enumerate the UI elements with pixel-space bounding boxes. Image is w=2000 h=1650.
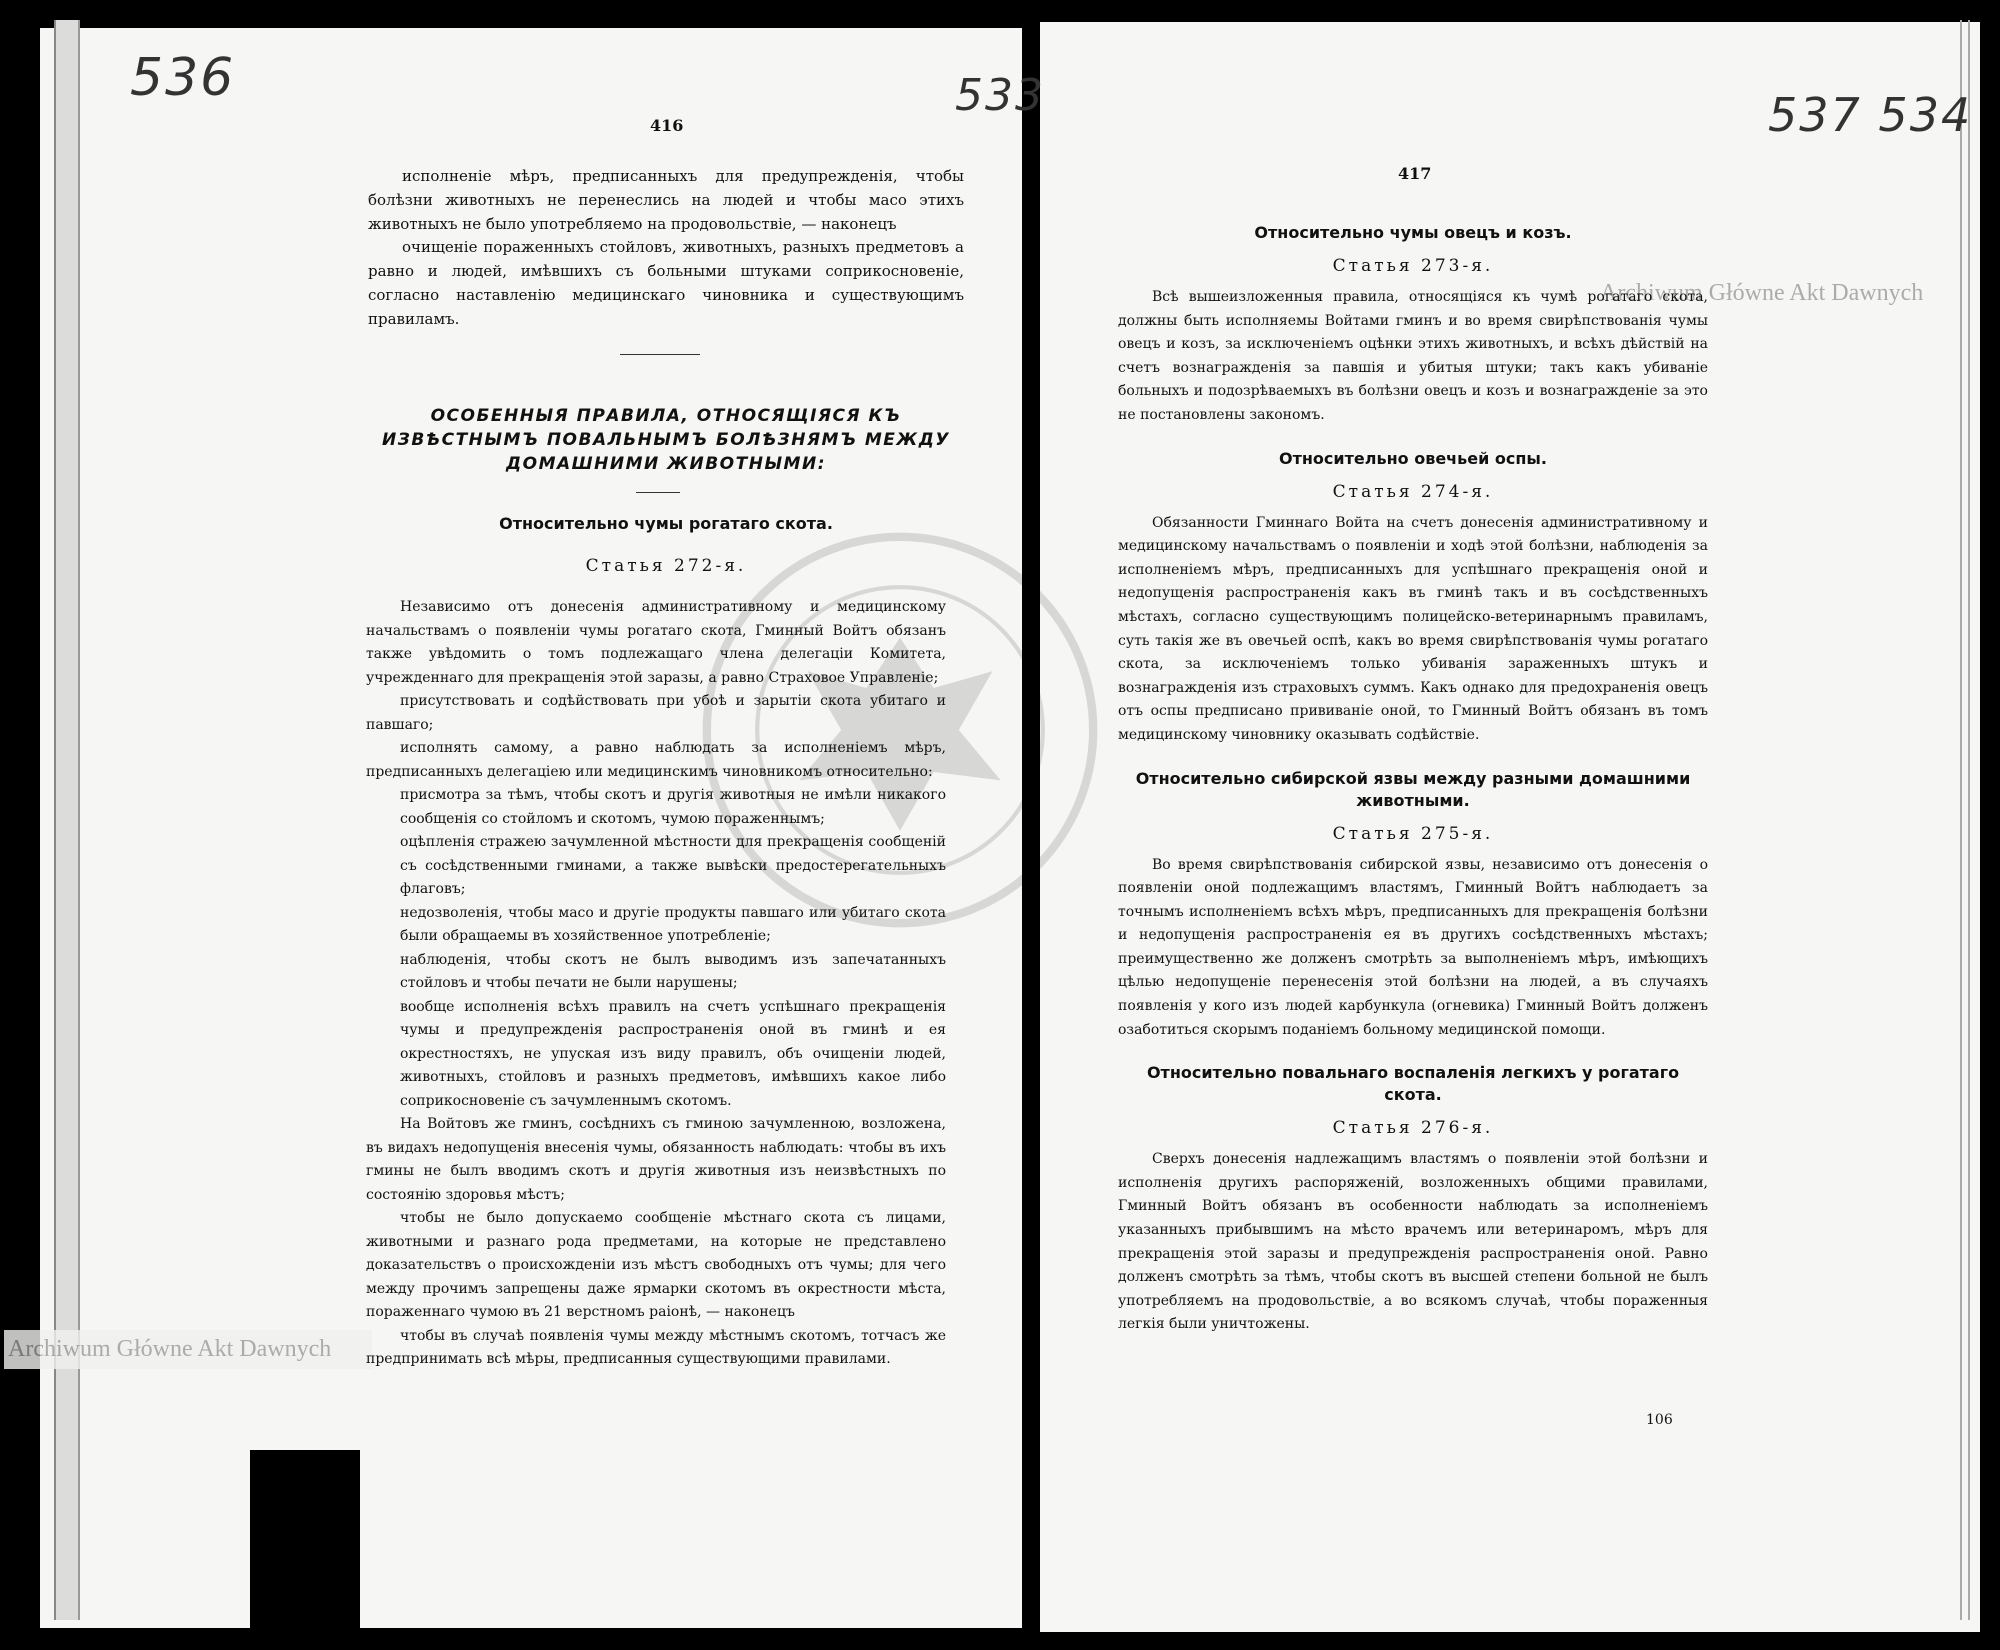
pencil-shadow xyxy=(250,1450,360,1650)
paragraph: Всѣ вышеизложенныя правила, относящіяся къ чумѣ рогатаго скота, должны быть исполняемы Войтами гминъ и во время свирѣпствованія чумы овецъ и козъ, за исключеніемъ оцѣнки этихъ животныхъ, и всѣхъ дѣйствій на счетъ вознагражденія за павшія и убитыя штуки; такъ какъ убиваніе больныхъ и подозрѣваемыхъ въ болѣзни овецъ и козъ и вознагражденіе за это не постановлены закономъ. xyxy=(1118,289,1708,423)
page-stack-line xyxy=(1968,20,1970,1620)
handwritten-folio-middle: 533 xyxy=(955,70,1045,121)
article-number: Статья 276-я. xyxy=(1332,1118,1494,1139)
paragraph: оцѣпленія стражею зачумленной мѣстности для прекращенія сообщеній съ сосѣдственными гминами, а также вывѣски предостерегательныхъ флаговъ; xyxy=(400,834,946,897)
article-number: Статья 275-я. xyxy=(1332,823,1494,844)
left-intro-text xyxy=(368,165,964,332)
section-heading: Относительно повальнаго воспаленія легкихъ у рогатаго скота. xyxy=(1146,1063,1680,1105)
paragraph: исполнять самому, а равно наблюдать за исполненіемъ мѣръ, предписанныхъ делегаціею или медицинскимъ чиновникомъ относительно: xyxy=(366,740,946,780)
paragraph: чтобы въ случаѣ появленія чумы между мѣстнымъ скотомъ, тотчасъ же предпринимать всѣ мѣры, предписанныя существующими правилами. xyxy=(366,1327,946,1367)
right-page-body xyxy=(1118,222,1708,1357)
paragraph: Обязанности Гминнаго Войта на счетъ донесенія административному и медицинскому начальствамъ о появленіи и ходѣ этой болѣзни, наблюденія за исполненіемъ мѣръ, предписанныхъ для успѣшнаго прекращенія оной и недопущенія распространенія какъ въ гминѣ такъ и въ сосѣдственныхъ мѣстахъ, согласно существующимъ полицейско-ветеринарнымъ правиламъ, суть такія же въ овечьей оспѣ, какъ во время свирѣпствованія чумы рогатаго скота, за исключеніемъ только убиванія зараженныхъ штукъ и вознагражденія изъ страховыхъ суммъ. Какъ однако для предохраненія овецъ отъ оспы предписано прививаніе оной, то Гминный Войтъ обязанъ въ томъ медицинскому чиновнику оказывать содѣйствіе. xyxy=(1118,514,1708,743)
page-stack-edge xyxy=(54,20,80,1620)
article-272-body xyxy=(366,596,946,1372)
archive-watermark-top: Archiwum Główne Akt Dawnych xyxy=(1600,280,1924,306)
section-heading: Относительно чумы овецъ и козъ. xyxy=(1254,223,1572,242)
signature-mark: 106 xyxy=(1646,1412,1673,1428)
paragraph: чтобы не было допускаемо сообщеніе мѣстнаго скота съ лицами, животными и разнаго рода предметами, на которые не представлено доказательствъ о происхожденіи изъ мѣстъ свободныхъ отъ чумы; для чего между прочимъ запрещены даже ярмарки скотомъ въ окрестности мѣста, пораженнаго чумою въ 21 верстномъ раіонѣ, — наконецъ xyxy=(366,1210,946,1320)
paragraph: исполненіе мѣръ, предписанныхъ для предупрежденія, чтобы болѣзни животныхъ не перенеслись на людей и чтобы масо этихъ животныхъ не было употребляемо на продовольствіе, — наконецъ xyxy=(368,167,964,233)
page-number-right: 417 xyxy=(1398,164,1432,183)
handwritten-folio-right: 537 534 xyxy=(1768,88,1973,142)
page-number-left: 416 xyxy=(650,116,684,135)
paragraph: очищеніе пораженныхъ стойловъ, животныхъ, разныхъ предметовъ а равно и людей, имѣвшихъ съ больными штуками соприкосновеніе, согласно наставленію медицинскаго чиновника и существующимъ правиламъ. xyxy=(368,238,964,328)
paragraph: недозволенія, чтобы масо и другіе продукты павшаго или убитаго скота были обращаемы въ хозяйственное употребленіе; xyxy=(400,904,946,944)
separator-rule xyxy=(620,354,700,355)
section-heading: Относительно сибирской язвы между разными домашними животными. xyxy=(1135,768,1691,810)
paragraph: Независимо отъ донесенія административному и медицинскому начальствамъ о появленіи чумы рогатаго скота, Гминный Войтъ обязанъ также увѣдомить о томъ подлежащаго члена делегаціи Комитета, учрежденнаго для прекращенія этой заразы, а равно Страховое Управленіе; xyxy=(366,599,946,686)
article-number: Статья 273-я. xyxy=(1332,256,1494,276)
section-heading: Относительно овечьей оспы. xyxy=(1279,448,1547,468)
paragraph: присутствовать и содѣйствовать при убоѣ и зарытіи скота убитаго и павшаго; xyxy=(366,693,946,733)
paragraph: присмотра за тѣмъ, чтобы скотъ и другія животныя не имѣли никакого сообщенія со стойломъ и скотомъ, чумою пораженнымъ; xyxy=(400,787,946,827)
paragraph: На Войтовъ же гминъ, сосѣднихъ съ гминою зачумленною, возложена, въ видахъ недопущенія внесенія чумы, обязанность наблюдать: чтобы въ ихъ гмины не былъ вводимъ скотъ и другія животныя изъ неизвѣстныхъ по состоянію здоровья мѣстъ; xyxy=(366,1116,946,1203)
archive-watermark-bottom: Archiwum Główne Akt Dawnych xyxy=(4,1330,372,1369)
separator-rule xyxy=(636,492,680,493)
section-heading: ОСОБЕННЫЯ ПРАВИЛА, ОТНОСЯЩІЯСЯ КЪ ИЗВѢСТНЫМЪ ПОВАЛЬНЫМЪ БОЛѢЗНЯМЪ МЕЖДУ ДОМАШНИМИ ЖИВОТНЫМИ: xyxy=(382,406,950,474)
subheading-cattle-plague: Относительно чумы рогатаго скота. xyxy=(499,514,833,533)
paragraph: вообще исполненія всѣхъ правилъ на счетъ успѣшнаго прекращенія чумы и предупрежденія распространенія оной въ гминѣ и ея окрестностяхъ, не упуская изъ виду правилъ, объ очищеніи людей, животныхъ, стойловъ и разныхъ предметовъ, имѣвшихъ какое либо соприкосновеніе съ зачумленнымъ скотомъ. xyxy=(400,998,946,1109)
article-number: Статья 274-я. xyxy=(1332,481,1494,502)
paragraph: Во время свирѣпствованія сибирской язвы, независимо отъ донесенія о появленіи оной подлежащимъ властямъ, Гминный Войтъ наблюдаетъ за точнымъ исполненіемъ всѣхъ мѣръ, предписанныхъ для прекращенія болѣзни и недопущенія распространенія ея въ другихъ сосѣдственныхъ мѣстахъ; преимущественно же долженъ смотрѣть за выполненіемъ мѣръ, имѣющихъ цѣлью недопущеніе перенесенія этой болѣзни на людей, а въ случаяхъ появленія у кого изъ людей карбункула (огневика) Гминный Войтъ долженъ озаботиться скорымъ поданіемъ больному медицинской помощи. xyxy=(1118,856,1708,1038)
paragraph: Сверхъ донесенія надлежащимъ властямъ о появленіи этой болѣзни и исполненія другихъ распоряженій, возложенныхъ общими правилами, Гминный Войтъ обязанъ въ особенности наблюдать за исполненіемъ указанныхъ прибывшимъ на мѣсто врачемъ или ветеринаромъ, мѣръ для прекращенія этой заразы и предупрежденія распространенія оной. Равно долженъ смотрѣть за тѣмъ, чтобы скотъ въ высшей степени больной не былъ употребляемъ на продовольствіе, а во всякомъ случаѣ, чтобы пораженныя легкія были уничтожены. xyxy=(1118,1151,1708,1333)
paragraph: наблюденія, чтобы скотъ не былъ выводимъ изъ запечатанныхъ стойловъ и чтобы печати не были нарушены; xyxy=(400,951,946,991)
handwritten-folio-left: 536 xyxy=(130,48,236,108)
page-stack-line xyxy=(1960,20,1962,1620)
article-272: Статья 272-я. xyxy=(585,556,747,576)
